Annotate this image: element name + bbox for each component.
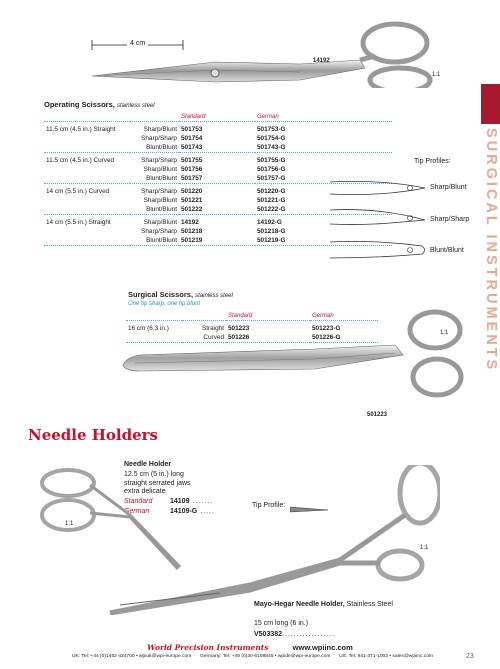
size-cell: 16 cm (6.3 in.) — [128, 325, 169, 332]
type-cell: Curved — [182, 333, 226, 343]
size-cell — [44, 165, 130, 174]
ger-cell: 501753-G — [257, 126, 286, 133]
std-cell: 501218 — [181, 228, 203, 235]
operating-image-code: 14192 — [313, 58, 330, 64]
needle-ger-line: German 14109-G ..... — [124, 508, 215, 515]
tip-cell: Blunt/Blunt — [130, 236, 179, 246]
ger-label: German — [124, 508, 150, 515]
section-title: SURGICAL INSTRUMENTS — [483, 128, 499, 373]
ger-cell: 501756-G — [257, 166, 286, 173]
needle-scale-left: 1:1 — [65, 521, 74, 527]
std-cell: 501757 — [179, 174, 255, 184]
table-row — [44, 122, 392, 135]
std-cell: 501753 — [181, 126, 203, 133]
ger-cell: 501218-G — [257, 228, 286, 235]
ger-cell: 501220-G — [257, 188, 286, 195]
footer-contacts — [72, 654, 433, 659]
col-german: German — [255, 112, 392, 122]
tip-cell: Sharp/Sharp — [141, 188, 177, 195]
footer-de: Germany: Tel: +49 (0)30-6188845 • wpide@wpi-europe.com — [200, 654, 331, 659]
size-cell: 11.5 cm (4.5 in.) Curved — [46, 157, 115, 164]
ger-cell: 14192-G — [257, 219, 282, 226]
ger-cell: 501223-G — [312, 325, 341, 332]
section-sidebar — [481, 84, 500, 459]
mayo-title-line — [254, 600, 394, 609]
surgical-subtitle: stainless steel — [195, 293, 233, 299]
ger-cell: 501743-G — [255, 143, 392, 153]
tip-cell: Blunt/Blunt — [130, 174, 179, 184]
ger-cell: 501219-G — [255, 236, 392, 246]
operating-scale: 1:1 — [432, 72, 441, 78]
type-cell: Straight — [201, 325, 224, 332]
size-cell: 11.5 cm (4.5 in.) Straight — [46, 126, 116, 133]
surgical-title: Surgical Scissors, — [128, 290, 194, 299]
std-cell: 501754 — [181, 135, 203, 142]
page-number: 23 — [466, 653, 474, 660]
desc-line: extra delicate — [124, 488, 166, 495]
col-german: German — [310, 311, 378, 321]
size-cell — [44, 236, 130, 246]
tip-cell: Sharp/Blunt — [143, 219, 177, 226]
ger-cell: 501221-G — [257, 197, 286, 204]
std-cell: 501219 — [179, 236, 255, 246]
needle-tip-profile-label: Tip Profile: — [252, 502, 286, 509]
section-tab — [481, 84, 500, 124]
mayo-code-line: V503382.................. — [254, 631, 336, 638]
needle-std-line: Standard 14109 ....... — [124, 498, 214, 505]
tip-profile-label: Sharp/Blunt — [430, 184, 467, 191]
size-cell — [44, 143, 130, 153]
std-cell: 501743 — [179, 143, 255, 153]
table-row — [44, 153, 392, 166]
size-cell — [44, 196, 130, 205]
size-cell: 14 cm (5.5 in.) Straight — [46, 219, 111, 226]
needle-scale-right: 1:1 — [420, 545, 429, 551]
operating-scissors-image — [90, 18, 470, 88]
col-standard: Standard — [226, 311, 310, 321]
mayo-code: V503382 — [254, 631, 283, 638]
size-cell — [44, 205, 130, 215]
table-header-row — [44, 112, 392, 122]
std-label: Standard — [124, 498, 153, 505]
std-cell: 501220 — [181, 188, 203, 195]
tip-cell: Sharp/Sharp — [141, 135, 177, 142]
desc-line: straight serrated jaws — [124, 479, 191, 487]
tip-cell: Sharp/Sharp — [141, 157, 177, 164]
ger-cell: 501754-G — [257, 135, 286, 142]
ger-code: 14109-G — [170, 508, 198, 515]
std-code: 14109 — [170, 498, 190, 505]
mayo-title: Mayo-Hegar Needle Holder, — [254, 601, 345, 608]
operating-subtitle: stainless steel — [116, 103, 155, 109]
footer-us: US: Tel: 941-371-1003 • sales@wpiinc.com — [339, 654, 433, 659]
needle-holder-title: Needle Holder — [124, 461, 172, 468]
tip-profiles-title: Tip Profiles: — [414, 158, 451, 165]
table-row — [44, 134, 392, 143]
surgical-scale: 1:1 — [440, 330, 449, 336]
footer-web[interactable]: www.wpiinc.com — [292, 643, 353, 652]
surgical-scissors-image — [115, 305, 475, 405]
operating-title: Operating Scissors, — [44, 100, 115, 109]
tip-cell: Blunt/Blunt — [130, 205, 179, 215]
ger-cell: 501226-G — [310, 333, 378, 343]
size-cell — [44, 134, 130, 143]
mayo-length: 15 cm long (6 in.) — [254, 620, 309, 627]
ger-cell: 501222-G — [255, 205, 392, 215]
size-cell — [44, 227, 130, 236]
col-standard: Standard — [179, 112, 255, 122]
mayo-subtitle: Stainless Steel — [346, 601, 393, 608]
mayo-hegar-image — [100, 465, 440, 615]
std-cell: 501223 — [228, 325, 250, 332]
footer-company: World Precision Instruments — [147, 643, 269, 652]
surgical-image-code: 501223 — [367, 412, 388, 418]
std-cell: 501221 — [181, 197, 203, 204]
tip-cell: Sharp/Blunt — [143, 166, 177, 173]
tip-cell: Sharp/Sharp — [141, 228, 177, 235]
desc-line: 12.5 cm (5 in.) long — [124, 471, 184, 478]
ger-cell: 501755-G — [257, 157, 286, 164]
needle-holders-heading: Needle Holders — [28, 426, 159, 444]
std-cell: 501755 — [181, 157, 203, 164]
size-cell — [44, 174, 130, 184]
scale-bar-label: 4 cm — [127, 40, 148, 47]
table-row — [44, 143, 392, 153]
std-cell: 14192 — [181, 219, 199, 226]
tip-profile-label: Sharp/Sharp — [430, 216, 470, 223]
tip-profile-label: Blunt/Blunt — [430, 247, 464, 254]
std-cell: 501222 — [179, 205, 255, 215]
ger-cell: 501757-G — [255, 174, 392, 184]
surgical-title-line — [128, 290, 233, 299]
operating-title-line — [44, 100, 155, 109]
footer-brand — [0, 643, 500, 652]
tip-cell: Sharp/Blunt — [143, 126, 177, 133]
size-cell: 14 cm (5.5 in.) Curved — [46, 188, 110, 195]
tip-profiles-drawings — [330, 172, 430, 262]
std-cell: 501226 — [226, 333, 310, 343]
tip-cell: Sharp/Blunt — [143, 197, 177, 204]
tip-cell: Blunt/Blunt — [130, 143, 179, 153]
surgical-note: One tip sharp, one tip blunt — [128, 301, 201, 307]
footer-uk: UK: Tel: +44 (0)1462 424700 • wpiuk@wpi-europe.com — [72, 654, 192, 659]
std-cell: 501756 — [181, 166, 203, 173]
